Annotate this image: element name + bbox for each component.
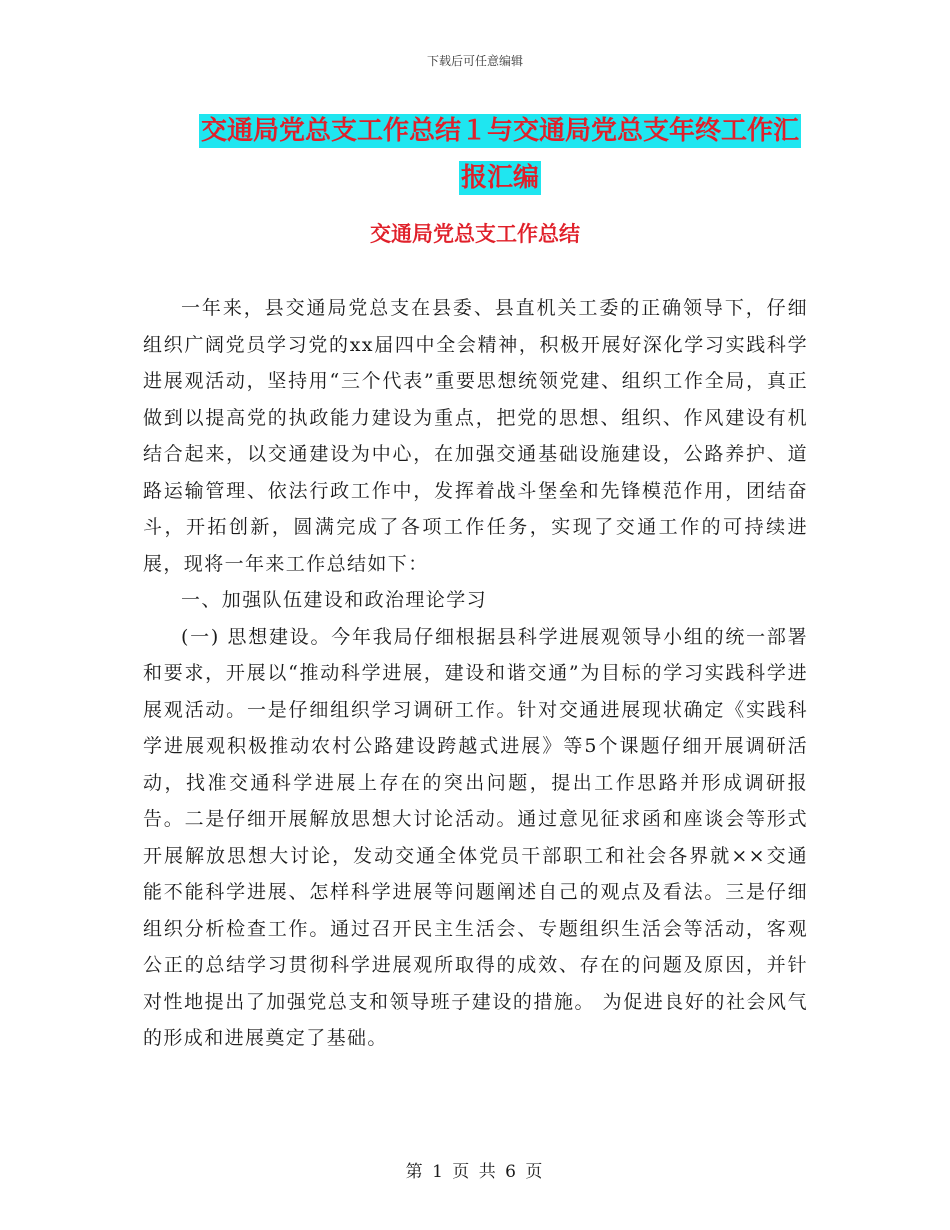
paragraph-ideology: (一) 思想建设。今年我局仔细根据县科学进展观领导小组的统一部署和要求，开展以“推动科学进展，建设和谐交通”为目标的学习实践科学进展观活动。一是仔细组织学习调研工作。针对交通进展现状确定《实践科学进展观积极推动农村公路建设跨越式进展》等5个课题仔细开展调研活动，找准交通科学进展上存在的突出问题，提出工作思路并形成调研报告。二是仔细开展解放思想大讨论活动。通过意见征求函和座谈会等形式开展解放思想大讨论，发动交通全体党员干部职工和社会各界就××交通能不能科学进展、怎样科学进展等问题阐述自己的观点及看法。三是仔细组织分析检查工作。通过召开民主生活会、专题组织生活会等活动，客观公正的总结学习贯彻科学进展观所取得的成效、存在的问题及原因，并针对性地提出了加强党总支和领导班子建设的措施。 为促进良好的社会风气的形成和进展奠定了基础。 bbox=[143, 625, 808, 1049]
document-title-line-2: 报汇编 bbox=[460, 163, 539, 193]
paragraph-intro: 一年来，县交通局党总支在县委、县直机关工委的正确领导下，仔细组织广阔党员学习党的xx届四中全会精神，积极开展好深化学习实践科学进展观活动，坚持用“三个代表”重要思想统领党建、组织工作全局，真正做到以提高党的执政能力建设为重点，把党的思想、组织、作风建设有机结合起来，以交通建设为中心，在加强交通基础设施建设，公路养护、道路运输管理、依法行政工作中，发挥着战斗堡垒和先锋模范作用，团结奋斗，开拓创新，圆满完成了各项工作任务，实现了交通工作的可持续进展，现将一年来工作总结如下： bbox=[143, 297, 808, 575]
page-header-note: 下载后可任意编辑 bbox=[426, 54, 523, 68]
page-footer: 第 1 页 共 6 页 bbox=[405, 1162, 545, 1182]
document-body bbox=[143, 290, 808, 1057]
document-title-line-1: 交通局党总支工作总结１与交通局党总支年终工作汇 bbox=[200, 116, 799, 146]
document-title bbox=[190, 108, 810, 202]
paragraph-heading-1: 一、加强队伍建设和政治理论学习 bbox=[181, 589, 488, 611]
section-title: 交通局党总支工作总结 bbox=[370, 221, 580, 246]
